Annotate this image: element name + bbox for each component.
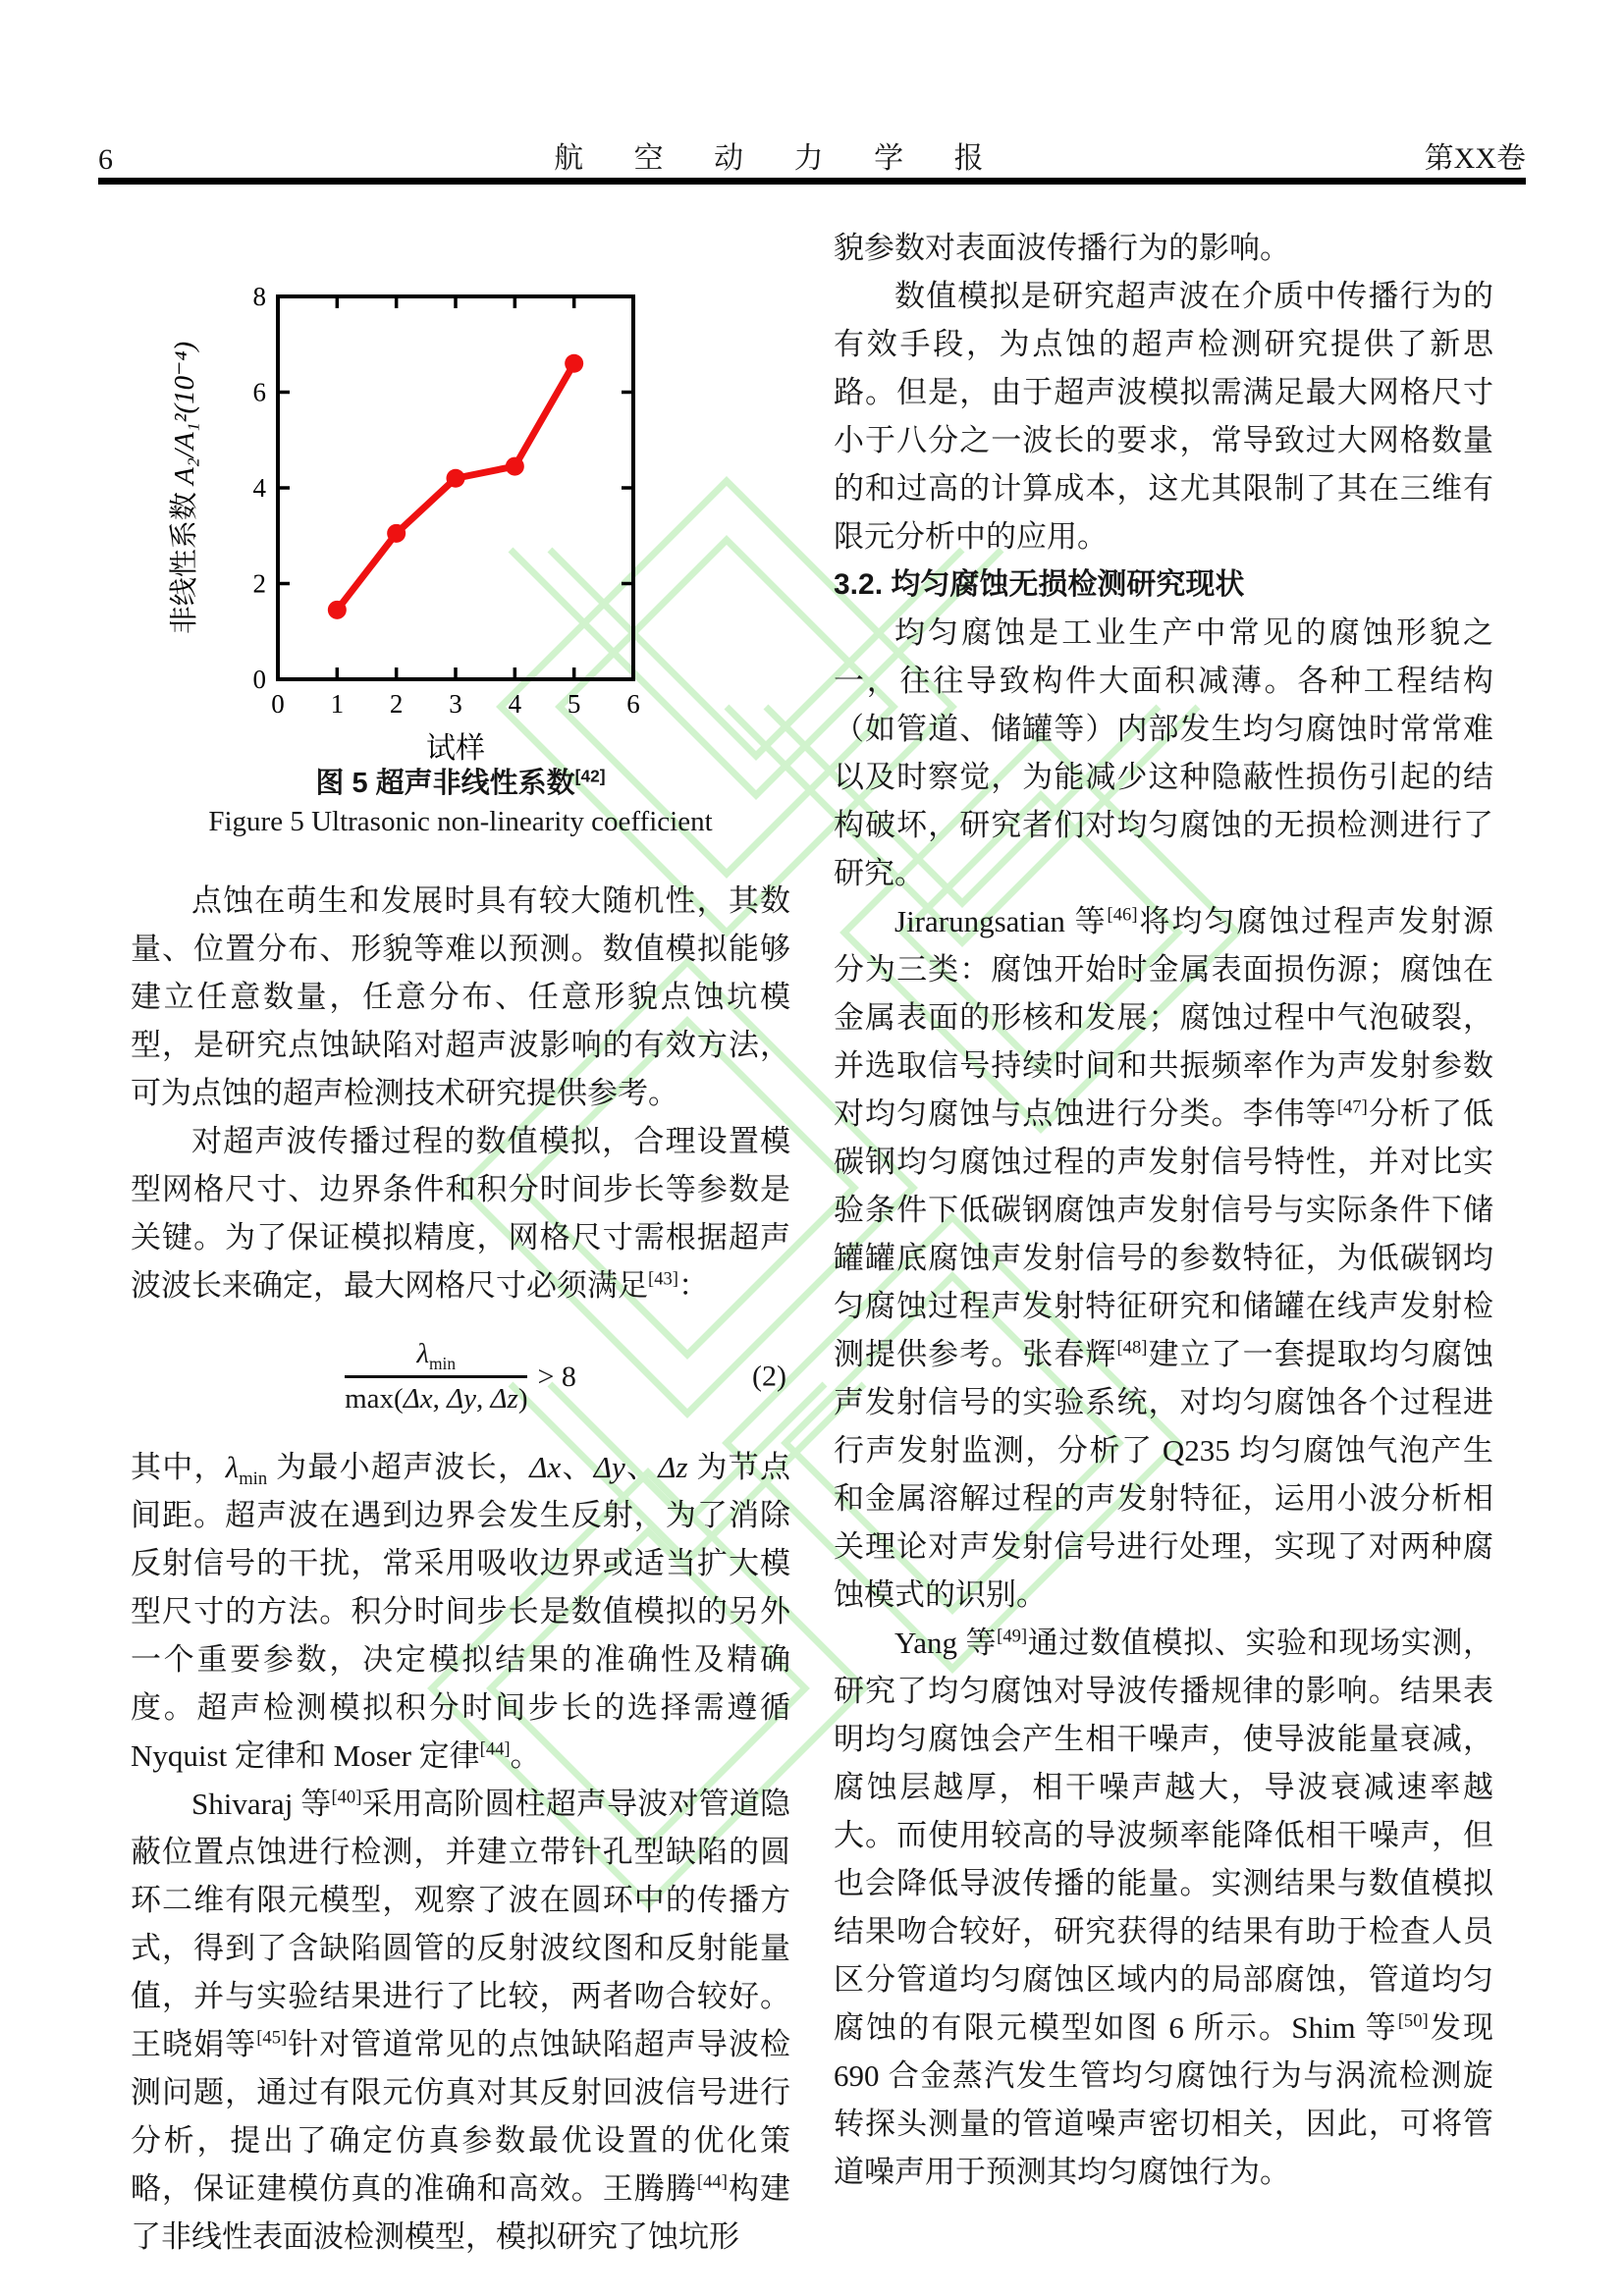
paragraph: Shivaraj 等[40]采用高阶圆柱超声导波对管道隐蔽位置点蚀进行检测，并建立带针孔型缺陷的圆环二维有限元模型，观察了波在圆环中的传播方式，得到了含缺陷圆管的反射波纹图和反射能量值，并与实验结果进行了比较，两者吻合较好。王晓娟等[45]针对管道常见的点蚀缺陷超声导波检测问题，通过有限元仿真对其反射回波信号进行分析，提出了确定仿真参数最优设置的优化策略，保证建模仿真的准确和高效。王腾腾[44]构建了非线性表面波检测模型，模拟研究了蚀坑形 (131, 1787, 791, 2254)
svg-text:8: 8 (252, 282, 266, 311)
paragraph: 数值模拟是研究超声波在介质中传播行为的有效手段，为点蚀的超声检测研究提供了新思路。但是，由于超声波模拟需满足最大网格尺寸小于八分之一波长的要求，常导致过大网格数量的和过高的计算成本，这尤其限制了其在三维有限元分析中的应用。 (834, 279, 1493, 554)
svg-text:0: 0 (271, 689, 285, 719)
left-column (131, 877, 791, 2254)
equation-fraction (345, 1336, 527, 1416)
page-header (98, 135, 1526, 177)
figure5-caption-ref: [42] (574, 766, 606, 786)
section-heading-3-2: 3.2. 均匀腐蚀无损检测研究现状 (834, 568, 1245, 601)
right-column (834, 224, 1494, 2189)
journal-title: 航 空 动 力 学 报 (554, 142, 1005, 175)
svg-text:4: 4 (252, 473, 266, 503)
svg-text:4: 4 (508, 689, 522, 719)
svg-text:3: 3 (449, 689, 462, 719)
equation-denominator: max(Δx, Δy, Δz) (345, 1382, 528, 1415)
paragraph: 对超声波传播过程的数值模拟，合理设置模型网格尺寸、边界条件和积分时间步长等参数是关键。为了保证模拟精度，网格尺寸需根据超声波波长来确定，最大网格尺寸必须满足[43]： (131, 1124, 790, 1303)
svg-text:6: 6 (626, 689, 640, 719)
equation-number: (2) (752, 1360, 786, 1393)
paragraph: 貌参数对表面波传播行为的影响。 (834, 231, 1290, 265)
paragraph: 其中，$\lambda_{min}$ 为最小超声波长，Δx、Δy、Δz 为节点间距。超声波在遇到边界会发生反射，为了消除反射信号的干扰，常采用吸收边界或适当扩大模型尺寸的方法。积分时间步长是数值模拟的另外一个重要参数，决定模拟结果的准确性及精确度。超声检测模拟积分时间步长的选择需遵循 Nyquist 定律和 Moser 定律[44]。 (131, 1450, 791, 1773)
volume-label: 第XX卷 (1424, 142, 1526, 175)
figure5-caption-en: Figure 5 Ultrasonic non-linearity coefficient (208, 806, 713, 837)
figure5 (131, 221, 790, 874)
paragraph: 点蚀在萌生和发展时具有较大随机性，其数量、位置分布、形貌等难以预测。数值模拟能够建立任意数量，任意分布、任意形貌点蚀坑模型，是研究点蚀缺陷对超声波影响的有效方法，可为点蚀的超声检测技术研究提供参考。 (131, 883, 790, 1110)
svg-text:试样: 试样 (426, 732, 485, 761)
page-number: 6 (98, 143, 113, 176)
svg-text:6: 6 (252, 377, 266, 407)
paragraph: Jirarungsatian 等[46]将均匀腐蚀过程声发射源分为三类：腐蚀开始时金属表面损伤源；腐蚀在金属表面的形核和发展；腐蚀过程中气泡破裂，并选取信号持续时间和共振频率作为声发射参数对均匀腐蚀与点蚀进行分类。李伟等[47]分析了低碳钢均匀腐蚀过程的声发射信号特性，并对比实验条件下低碳钢腐蚀声发射信号与实际条件下储罐罐底腐蚀声发射信号的参数特征，为低碳钢均匀腐蚀过程声发射特征研究和储罐在线声发射检测提供参考。张春辉[48]建立了一套提取均匀腐蚀声发射信号的实验系统，对均匀腐蚀各个过程进行声发射监测，分析了 Q235 均匀腐蚀气泡产生和金属溶解过程的声发射特征，运用小波分析相关理论对声发射信号进行处理，实现了对两种腐蚀模式的识别。 (834, 904, 1494, 1612)
paragraph: Yang 等[49]通过数值模拟、实验和现场实测，研究了均匀腐蚀对导波传播规律的影响。结果表明均匀腐蚀会产生相干噪声，使导波能量衰减，腐蚀层越厚，相干噪声越大，导波衰减速率越大。而使用较高的导波频率能降低相干噪声，但也会降低导波传播的能量。实测结果与数值模拟结果吻合较好，研究获得的结果有助于检查人员区分管道均匀腐蚀区域内的局部腐蚀，管道均匀腐蚀的有限元模型如图 6 所示。Shim 等[50]发现 690 合金蒸汽发生管均匀腐蚀行为与涡流检测旋转探头测量的管道噪声密切相关，因此，可将管道噪声用于预测其均匀腐蚀行为。 (834, 1626, 1494, 2189)
svg-text:5: 5 (567, 689, 581, 719)
svg-text:1: 1 (330, 689, 345, 719)
svg-text:2: 2 (252, 568, 266, 599)
equation-relation: > 8 (537, 1360, 576, 1393)
svg-text:2: 2 (389, 689, 404, 719)
figure5-caption-cn: 图 5 超声非线性系数[42] (315, 766, 606, 799)
equation-numerator: $\lambda_{min}$ (345, 1336, 527, 1377)
equation-2 (131, 1313, 790, 1439)
paragraph: 均匀腐蚀是工业生产中常见的腐蚀形貌之一，往往导致构件大面积减薄。各种工程结构（如管道、储罐等）内部发生均匀腐蚀时常常难以及时察觉，为能减少这种隐蔽性损伤引起的结构破坏，研究者们对均匀腐蚀的无损检测进行了研究。 (834, 615, 1493, 890)
header-rule (98, 178, 1526, 185)
svg-text:0: 0 (252, 665, 266, 694)
svg-text:非线性系数 A₂/A₁²(10⁻⁴): 非线性系数 A₂/A₁²(10⁻⁴) (169, 341, 200, 635)
figure5-chart (160, 245, 710, 761)
